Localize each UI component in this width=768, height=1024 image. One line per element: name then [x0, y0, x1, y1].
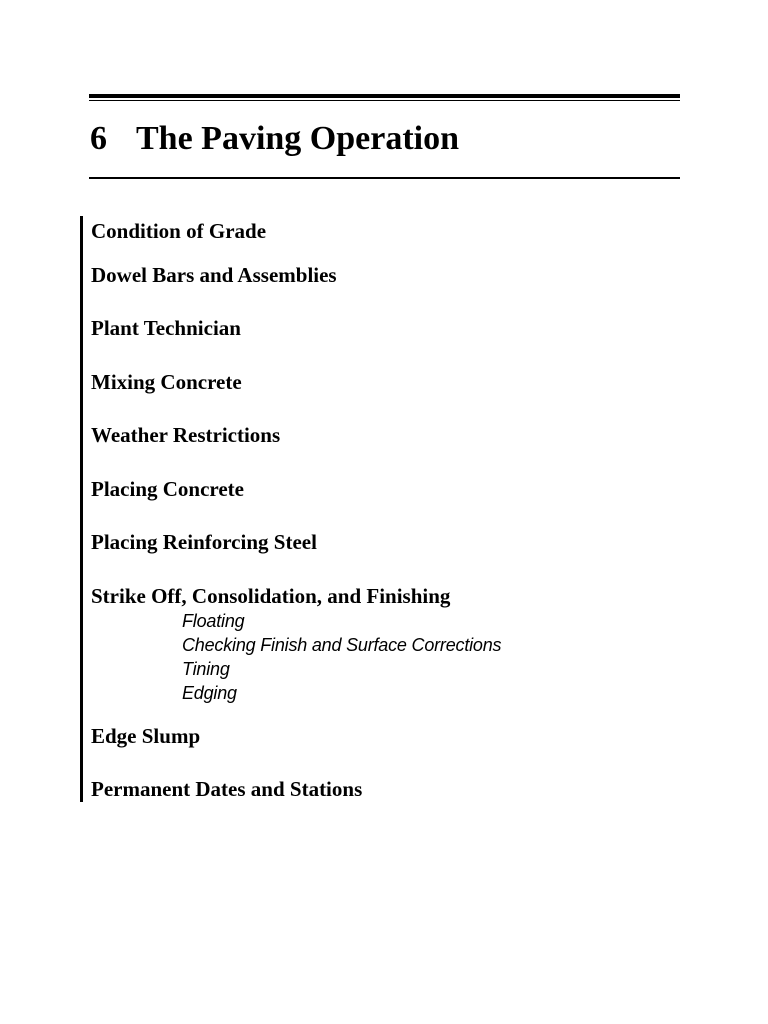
toc-item-permanent-dates: Permanent Dates and Stations — [91, 777, 363, 801]
toc-item-plant-technician: Plant Technician — [91, 316, 241, 340]
toc-subitem-checking-finish: Checking Finish and Surface Corrections — [182, 635, 502, 655]
toc-item-placing-concrete: Placing Concrete — [91, 477, 244, 501]
title-underline-rule — [89, 177, 680, 179]
header-rule-thick — [89, 94, 680, 98]
chapter-title: The Paving Operation — [136, 120, 460, 157]
toc-subitem-tining: Tining — [182, 659, 230, 679]
toc-subitem-floating: Floating — [182, 611, 245, 631]
toc-item-edge-slump: Edge Slump — [91, 724, 201, 748]
toc-item-mixing-concrete: Mixing Concrete — [91, 370, 242, 394]
chapter-number: 6 — [90, 120, 107, 157]
toc-subitem-edging: Edging — [182, 683, 237, 703]
toc-item-weather-restrictions: Weather Restrictions — [91, 423, 281, 447]
toc-item-dowel-bars: Dowel Bars and Assemblies — [91, 263, 337, 287]
chapter-heading — [90, 116, 459, 162]
toc-item-strike-off: Strike Off, Consolidation, and Finishing — [91, 584, 451, 608]
revision-change-bar — [80, 216, 83, 802]
header-rule-thin — [89, 100, 680, 101]
toc-item-condition-of-grade: Condition of Grade — [91, 219, 267, 243]
toc-item-placing-reinforcing-steel: Placing Reinforcing Steel — [91, 530, 317, 554]
